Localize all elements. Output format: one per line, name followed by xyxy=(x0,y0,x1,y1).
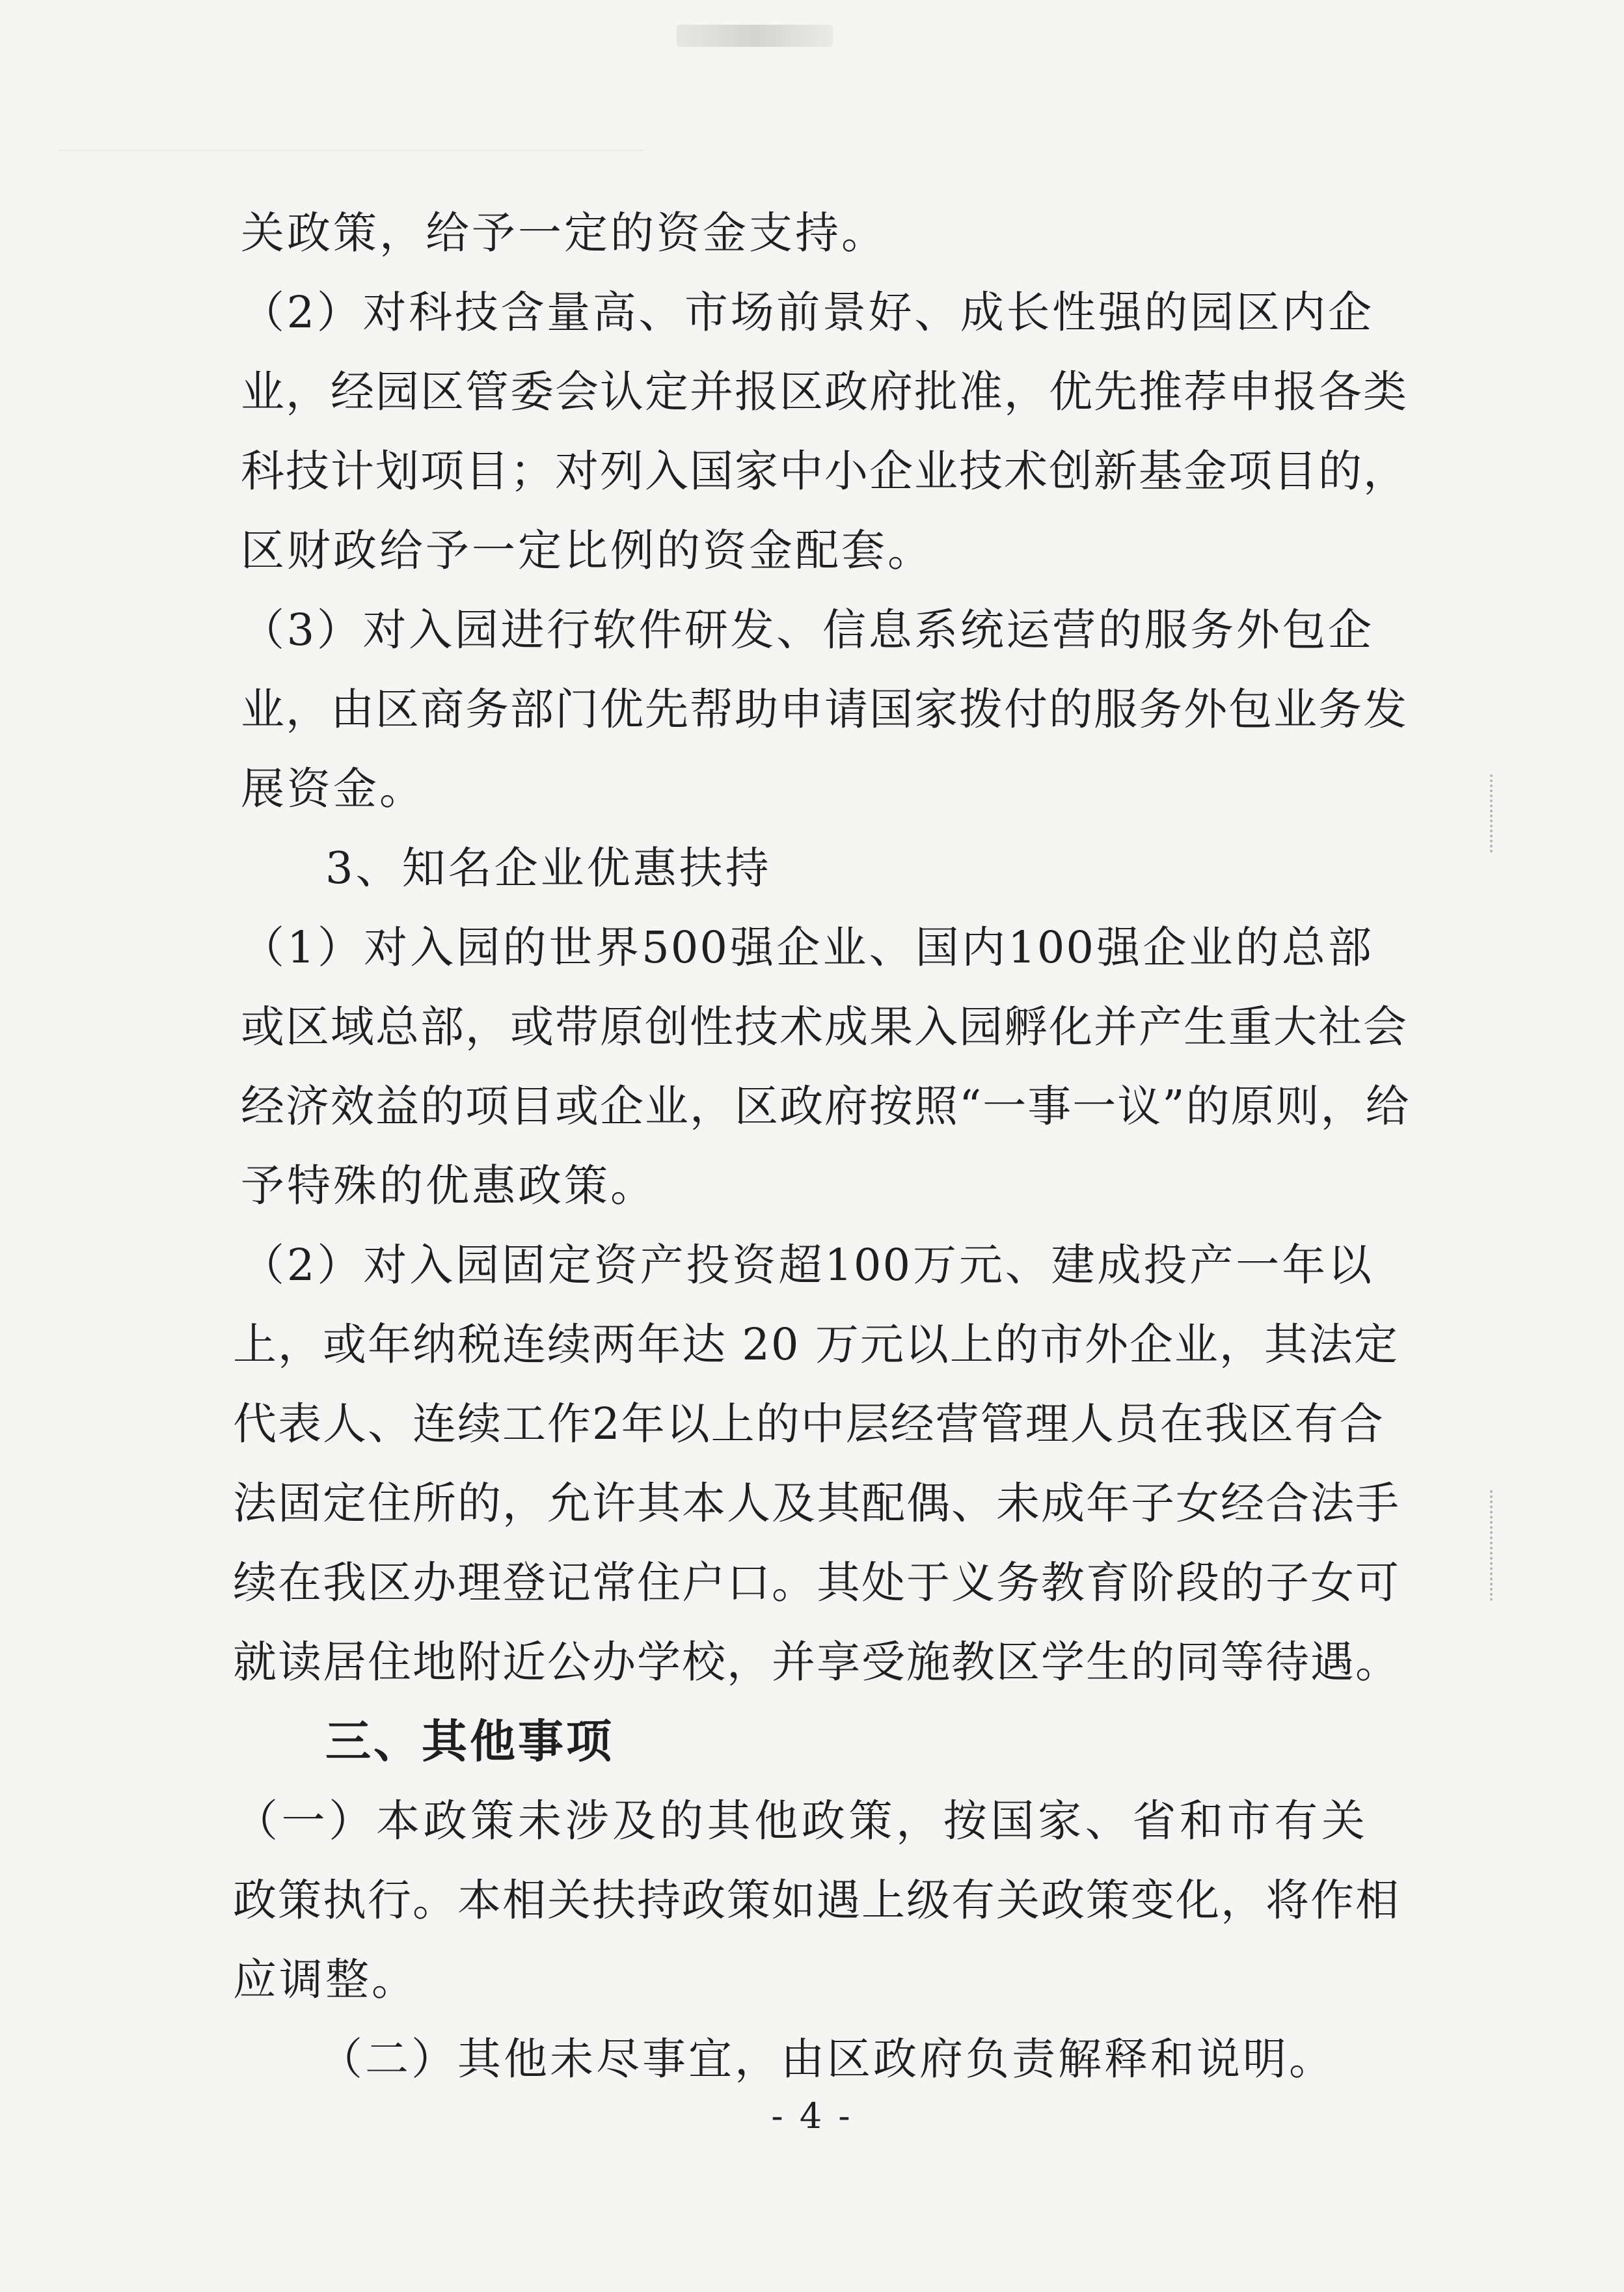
scan-artifact xyxy=(677,25,833,47)
body-line: 或区域总部，或带原创性技术成果入园孵化并产生重大社会 xyxy=(241,1002,1408,1052)
body-line: 予特殊的优惠政策。 xyxy=(241,1160,656,1211)
body-line: （1）对入园的世界500强企业、国内100强企业的总部 xyxy=(241,922,1373,973)
body-line: 业，经园区管委会认定并报区政府批准，优先推荐申报各类 xyxy=(241,366,1408,417)
body-line: 法固定住所的，允许其本人及其配偶、未成年子女经合法手 xyxy=(233,1478,1400,1529)
body-line: 经济效益的项目或企业，区政府按照“一事一议”的原则，给 xyxy=(241,1081,1411,1132)
scan-artifact xyxy=(1490,774,1499,853)
scan-artifact xyxy=(1490,1490,1499,1601)
body-line: 应调整。 xyxy=(233,1954,418,2005)
body-line: 上，或年纳税连续两年达 20 万元以上的市外企业，其法定 xyxy=(233,1319,1399,1370)
section-heading: 三、其他事项 xyxy=(325,1715,614,1768)
body-line: 关政策，给予一定的资金支持。 xyxy=(241,208,887,258)
body-line: 区财政给予一定比例的资金配套。 xyxy=(241,525,934,576)
body-line: 科技计划项目；对列入国家中小企业技术创新基金项目的， xyxy=(241,446,1408,497)
body-line: 展资金。 xyxy=(241,763,426,814)
body-line: 续在我区办理登记常住户口。其处于义务教育阶段的子女可 xyxy=(233,1557,1400,1608)
body-line: （3）对入园进行软件研发、信息系统运营的服务外包企 xyxy=(241,605,1373,655)
body-line: （2）对入园固定资产投资超100万元、建成投产一年以 xyxy=(241,1240,1373,1290)
body-line: 代表人、连续工作2年以上的中层经营管理人员在我区有合 xyxy=(233,1398,1385,1449)
page-number: - 4 - xyxy=(771,2095,853,2136)
body-line: （一）本政策未涉及的其他政策，按国家、省和市有关 xyxy=(234,1795,1366,1846)
body-line: （2）对科技含量高、市场前景好、成长性强的园区内企 xyxy=(241,287,1373,338)
body-line: 业，由区商务部门优先帮助申请国家拨付的服务外包业务发 xyxy=(241,684,1408,735)
scan-artifact xyxy=(59,150,644,151)
body-line: （二）其他未尽事宜，由区政府负责解释和说明。 xyxy=(319,2034,1335,2084)
body-line: 政策执行。本相关扶持政策如遇上级有关政策变化，将作相 xyxy=(233,1875,1400,1926)
section-subheading: 3、知名企业优惠扶持 xyxy=(325,843,772,894)
body-line: 就读居住地附近公办学校，并享受施教区学生的同等待遇。 xyxy=(233,1637,1400,1687)
